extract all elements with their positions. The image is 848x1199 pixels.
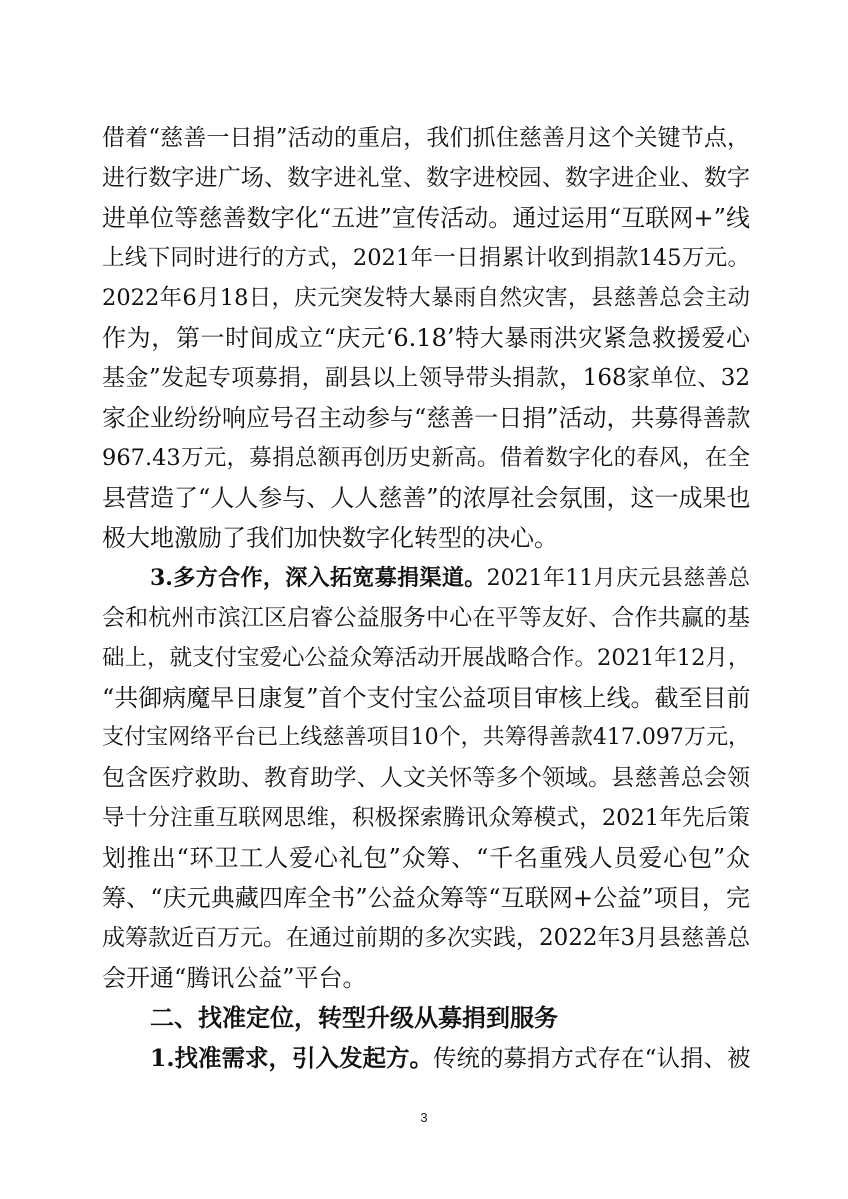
page-number: 3 (420, 1110, 428, 1125)
paragraph-line: 会开通“腾讯公益”平台。 (102, 964, 367, 992)
paragraph-line: 上线下同时进行的方式，2021年一日捐累计收到捐款145万元。 (102, 245, 750, 271)
section-3-first-line-text: 2021年11月庆元县慈善总 (486, 566, 751, 591)
section-3-first-line (150, 558, 750, 598)
section-1-first-line (150, 1038, 750, 1078)
paragraph-line: “共御病魔早日康复”首个支付宝公益项目审核上线。截至目前 (102, 684, 751, 712)
paragraph-line: 借着“慈善一日捐”活动的重启，我们抓住慈善月这个关键节点， (102, 125, 750, 151)
section-1-lead: 1.找准需求，引入发起方。 (150, 1044, 434, 1072)
paragraph-line: 作为，第一时间成立“庆元‘6.18’特大暴雨洪灾紧急救援爱心 (102, 324, 750, 352)
paragraph-line: 极大地激励了我们加快数字化转型的决心。 (102, 524, 558, 552)
paragraph-line: 进单位等慈善数字化“五进”宣传活动。通过运用“互联网+”线 (102, 204, 750, 232)
paragraph-line: 县营造了“人人参与、人人慈善”的浓厚社会氛围，这一成果也 (102, 484, 751, 512)
paragraph-line: 进行数字进广场、数字进礼堂、数字进校园、数字进企业、数字 (102, 165, 750, 191)
paragraph-line: 划推出“环卫工人爱心礼包”众筹、“千名重残人员爱心包”众 (102, 844, 750, 872)
paragraph-line: 会和杭州市滨江区启睿公益服务中心在平等友好、合作共赢的基 (102, 605, 750, 631)
paragraph-line: 家企业纷纷响应号召主动参与“慈善一日捐”活动，共募得善款 (102, 404, 751, 432)
paragraph-line: 包含医疗救助、教育助学、人文关怀等多个领域。县慈善总会领 (102, 765, 750, 791)
paragraph-line: 础上，就支付宝爱心公益众筹活动开展战略合作。2021年12月， (102, 645, 751, 671)
paragraph-line: 导十分注重互联网思维，积极探索腾讯众筹模式，2021年先后策 (102, 805, 750, 831)
paragraph-line: 筹、“庆元典藏四库全书”公益众筹等“互联网+公益”项目，完 (102, 884, 750, 912)
section-3-lead: 3.多方合作，深入拓宽募捐渠道。 (150, 565, 487, 591)
paragraph-line: 成筹款近百万元。在通过前期的多次实践，2022年3月县慈善总 (102, 925, 751, 951)
paragraph-line: 支付宝网络平台已上线慈善项目10个，共筹得善款417.097万元， (102, 725, 750, 750)
paragraph-line: 2022年6月18日，庆元突发特大暴雨自然灾害，县慈善总会主动 (102, 285, 750, 311)
paragraph-line: 基金”发起专项募捐，副县以上领导带头捐款，168家单位、32 (102, 365, 750, 391)
section-1-first-line-text: 传统的募捐方式存在“认捐、被 (433, 1044, 751, 1072)
paragraph-line: 967.43万元，募捐总额再创历史新高。借着数字化的春风，在全 (102, 445, 750, 471)
section-heading: 二、找准定位，转型升级从募捐到服务 (150, 1003, 558, 1032)
